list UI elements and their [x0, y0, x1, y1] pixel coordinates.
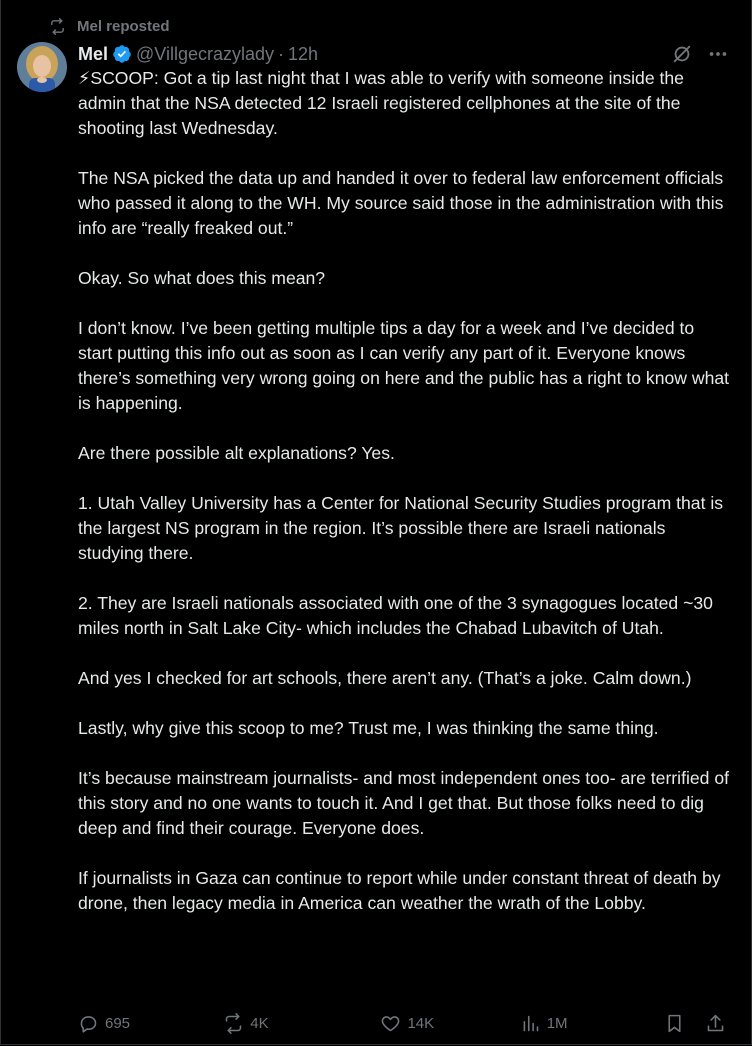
repost-indicator[interactable]	[49, 16, 170, 36]
tweet-paragraph: I don’t know. I’ve been getting multiple tips a day for a week and I’ve decided to start putting this info out as soon as I can verify any part of it. Everyone knows there’s something very wrong going on here and the public has a right to know what is happening.	[78, 318, 730, 413]
repost-icon	[223, 1013, 244, 1034]
avatar[interactable]	[17, 42, 67, 92]
tweet-paragraph: The NSA picked the data up and handed it over to federal law enforcement officials who passed it along to the WH. My source said those in the administration with this info are “really freaked out.”	[78, 168, 724, 238]
tweet-paragraph: Are there possible alt explanations? Yes.	[78, 443, 395, 463]
reply-button[interactable]	[78, 1013, 223, 1034]
repost-count: 4K	[250, 1014, 269, 1032]
tweet-header	[78, 42, 729, 66]
header-separator: ·	[278, 43, 285, 64]
analytics-icon	[520, 1013, 541, 1034]
tweet-body	[78, 66, 733, 916]
more-options-icon[interactable]	[707, 43, 729, 65]
tweet-paragraph: 1. Utah Valley University has a Center for National Security Studies program that is the largest NS program in the region. It’s possible there are Israeli nationals studying there.	[78, 493, 724, 563]
tweet-actions	[78, 1010, 726, 1036]
repost-label: Mel reposted	[77, 17, 170, 35]
tweet-paragraph: 2. They are Israeli nationals associated with one of the 3 synagogues located ~30 miles north in Salt Lake City- which includes the Chabad Lubavitch of Utah.	[78, 593, 713, 638]
like-count: 14K	[407, 1014, 435, 1032]
tweet-paragraph: Okay. So what does this mean?	[78, 268, 326, 288]
share-icon[interactable]	[705, 1013, 726, 1034]
author-handle[interactable]: @Villgecrazylady	[136, 43, 275, 64]
view-count: 1M	[546, 1014, 568, 1032]
author-name[interactable]: Mel	[78, 43, 109, 64]
repost-button[interactable]	[223, 1013, 380, 1034]
heart-icon	[380, 1013, 401, 1034]
reply-icon	[78, 1013, 99, 1034]
reply-count: 695	[105, 1014, 131, 1032]
tweet-paragraph: Lastly, why give this scoop to me? Trust me, I was thinking the same thing.	[78, 718, 659, 738]
verified-badge-icon	[112, 44, 132, 64]
grok-icon[interactable]	[671, 43, 693, 65]
tweet-paragraph: ⚡SCOOP: Got a tip last night that I was able to verify with someone inside the admin that the NSA detected 12 Israeli registered cellphones at the site of the shooting last Wednesday.	[78, 68, 684, 138]
tweet-timestamp[interactable]: 12h	[288, 43, 319, 64]
tweet-paragraph: And yes I checked for art schools, there aren’t any. (That’s a joke. Calm down.)	[78, 668, 692, 688]
tweet-paragraph: If journalists in Gaza can continue to report while under constant threat of death by drone, then legacy media in America can weather the wrath of the Lobby.	[78, 868, 721, 913]
tweet-paragraph: It’s because mainstream journalists- and most independent ones too- are terrified of this story and no one wants to touch it. And I get that. But those folks need to dig deep and find their courage. Everyone does.	[78, 768, 729, 838]
views-button[interactable]	[520, 1013, 664, 1034]
bookmark-icon[interactable]	[664, 1013, 685, 1034]
like-button[interactable]	[380, 1013, 519, 1034]
repost-icon	[49, 18, 66, 35]
